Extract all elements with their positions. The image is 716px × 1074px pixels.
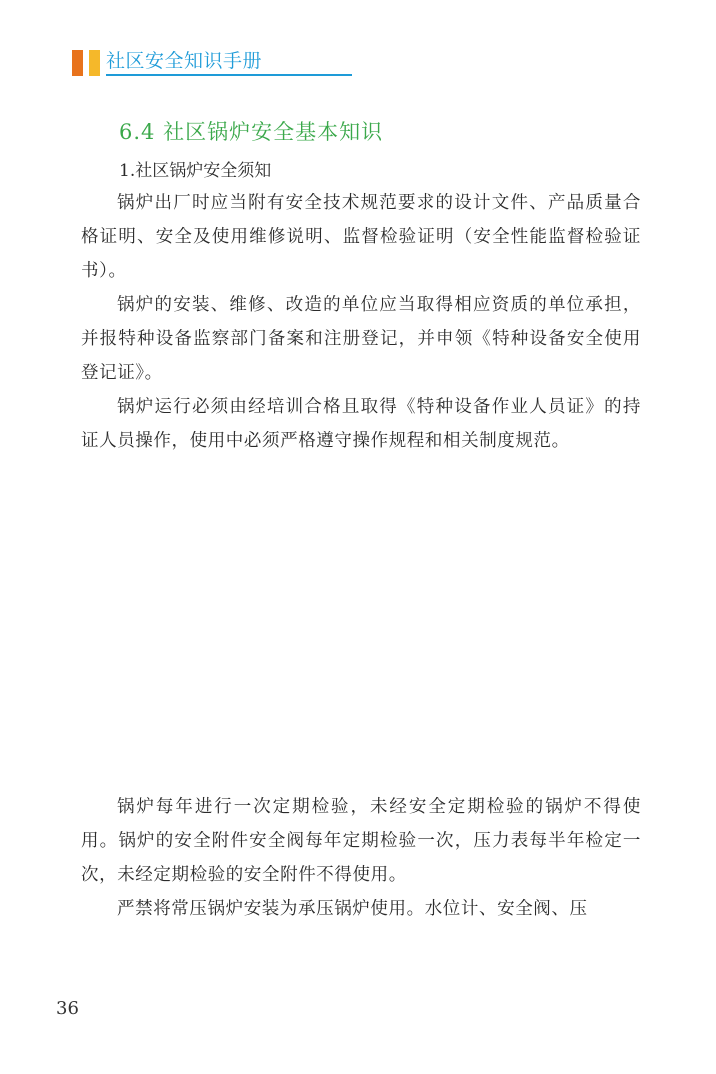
body-text-top xyxy=(81,186,641,458)
paragraph: 锅炉的安装、维修、改造的单位应当取得相应资质的单位承担，并报特种设备监察部门备案和注册登记，并申领《特种设备安全使用登记证》。 xyxy=(81,295,641,383)
body-text-bottom xyxy=(81,790,641,926)
paragraph: 严禁将常压锅炉安装为承压锅炉使用。水位计、安全阀、压 xyxy=(117,899,588,919)
paragraph: 锅炉每年进行一次定期检验，未经安全定期检验的锅炉不得使用。锅炉的安全附件安全阀每年定期检验一次，压力表每半年检定一次，未经定期检验的安全附件不得使用。 xyxy=(81,797,641,885)
paragraph: 锅炉运行必须由经培训合格且取得《特种设备作业人员证》的持证人员操作，使用中必须严格遵守操作规程和相关制度规范。 xyxy=(81,397,641,451)
sub-heading: 1.社区锅炉安全须知 xyxy=(119,161,272,181)
paragraph: 锅炉出厂时应当附有安全技术规范要求的设计文件、产品质量合格证明、安全及使用维修说明、监督检验证明（安全性能监督检验证书）。 xyxy=(81,193,641,281)
page-number: 36 xyxy=(56,998,79,1019)
header-underline xyxy=(106,74,352,76)
section-heading: 6.4 社区锅炉安全基本知识 xyxy=(119,120,384,144)
header-orange-bar xyxy=(72,50,83,76)
book-title: 社区安全知识手册 xyxy=(106,50,263,72)
header-yellow-bar xyxy=(89,50,100,76)
